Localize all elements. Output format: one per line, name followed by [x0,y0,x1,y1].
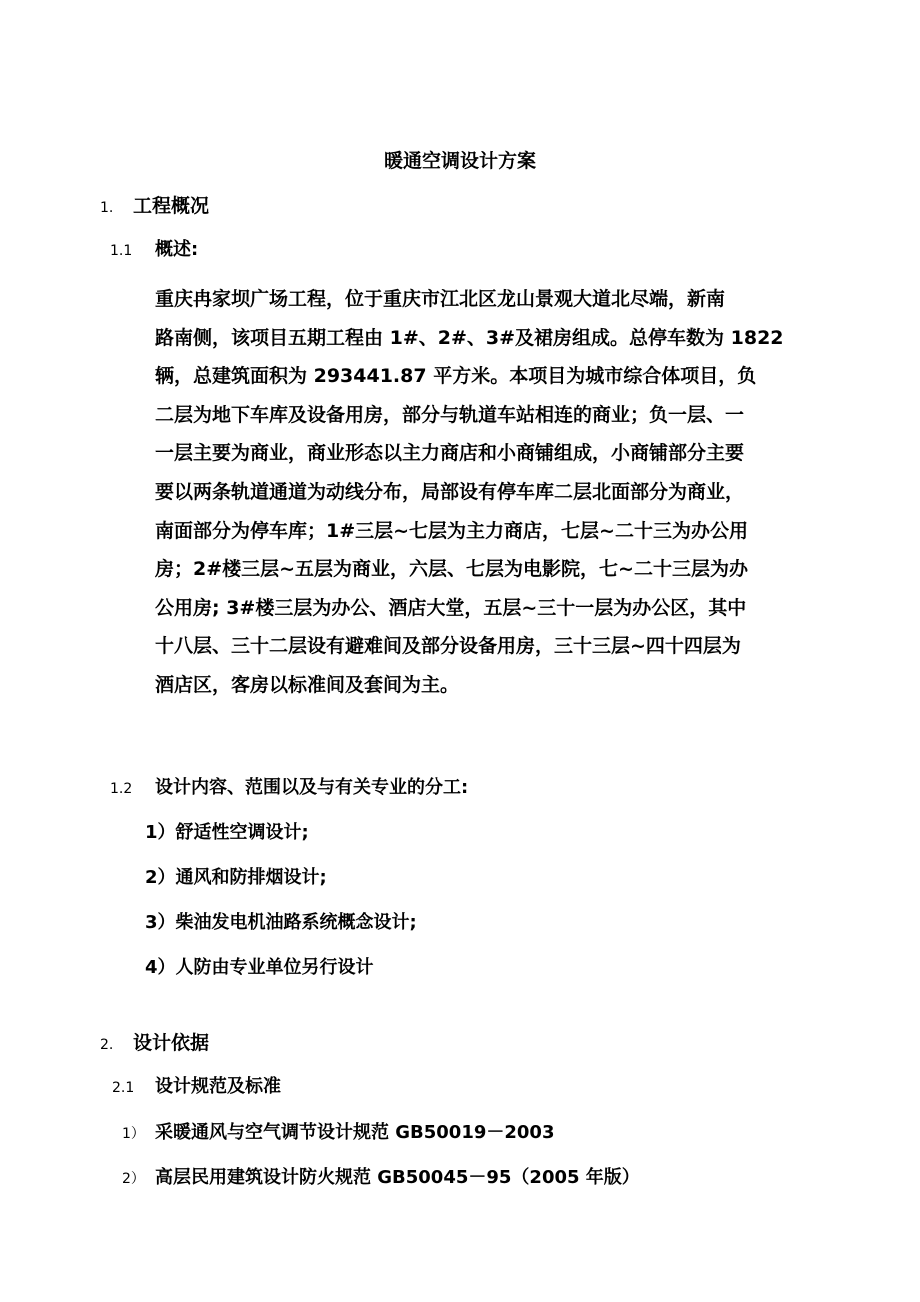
subsection-1-1-heading [110,237,198,264]
section-1-title: 工程概况 [133,195,210,217]
standard-item-number: 1） [122,1126,145,1142]
paragraph-line: 酒店区，客房以标准间及套间为主。 [155,673,460,696]
standard-item-2 [122,1165,640,1192]
standard-item-text: 高层民用建筑设计防火规范 GB50045－95（2005 年版） [155,1167,640,1188]
standard-item-text: 采暖通风与空气调节设计规范 GB50019－2003 [155,1122,555,1143]
paragraph-line: 二层为地下车库及设备用房，部分与轨道车站相连的商业；负一层、一 [155,403,745,426]
subsection-2-1-heading [112,1074,281,1101]
scope-item-1: 1）舒适性空调设计; [145,822,309,843]
scope-item-3: 3）柴油发电机油路系统概念设计; [145,912,417,933]
document-title: 暖通空调设计方案 [383,150,536,172]
paragraph-line: 路南侧，该项目五期工程由 1#、2#、3#及裙房组成。总停车数为 1822 [155,326,784,349]
paragraph-line: 一层主要为商业，商业形态以主力商店和小商铺组成，小商铺部分主要 [155,442,745,465]
paragraph-line: 公用房; 3#楼三层为办公、酒店大堂，五层~三十一层为办公区，其中 [155,596,747,619]
subsection-1-2-number: 1.2 [110,781,133,797]
subsection-1-2-heading [110,775,468,802]
paragraph-line: 要以两条轨道通道为动线分布，局部设有停车库二层北面部分为商业， [155,480,745,503]
paragraph-line: 辆，总建筑面积为 293441.87 平方米。本项目为城市综合体项目，负 [155,365,757,388]
scope-item-2: 2）通风和防排烟设计; [145,867,327,888]
paragraph-line: 十八层、三十二层设有避难间及部分设备用房，三十三层~四十四层为 [155,635,741,658]
paragraph-line: 南面部分为停车库；1#三层~七层为主力商店，七层~二十三为办公用 [155,519,748,542]
standard-item-1 [122,1120,554,1147]
section-1-heading [100,193,209,221]
subsection-1-1-title: 概述: [155,239,199,260]
standard-item-number: 2） [122,1171,145,1187]
paragraph-line: 房；2#楼三层~五层为商业，六层、七层为电影院，七~二十三层为办 [155,558,748,581]
section-1-number: 1. [100,200,114,216]
section-2-heading [100,1030,209,1058]
paragraph-line: 重庆冉家坝广场工程，位于重庆市江北区龙山景观大道北尽端，新南 [155,288,726,310]
overview-paragraph [155,280,835,705]
subsection-1-2-title: 设计内容、范围以及与有关专业的分工: [155,777,469,798]
section-2-number: 2. [100,1037,114,1053]
subsection-2-1-number: 2.1 [112,1080,135,1096]
subsection-2-1-title: 设计规范及标准 [155,1076,281,1097]
section-2-title: 设计依据 [133,1032,210,1054]
scope-item-4: 4）人防由专业单位另行设计 [145,957,374,978]
subsection-1-1-number: 1.1 [110,243,133,259]
